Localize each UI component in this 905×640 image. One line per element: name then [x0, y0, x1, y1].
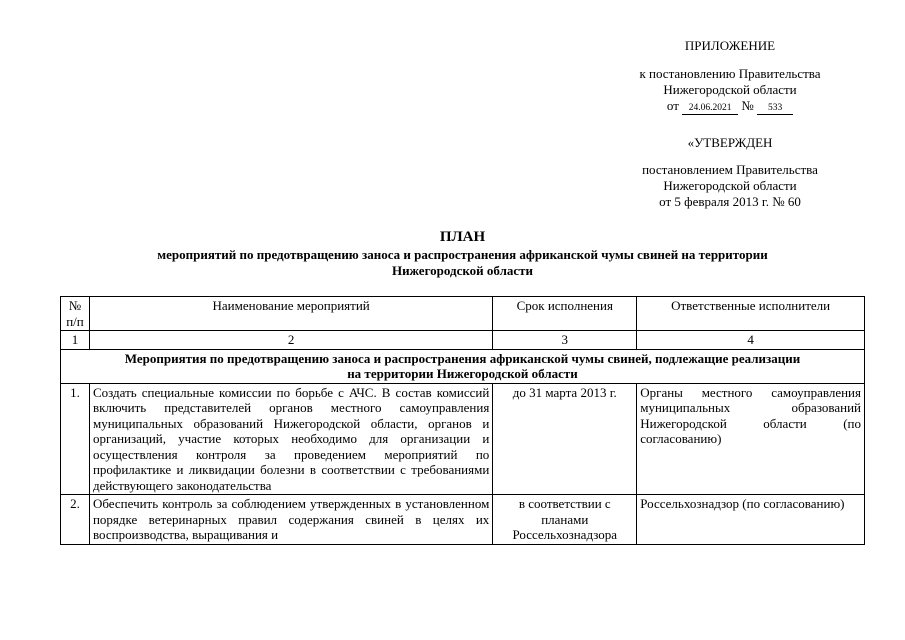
header-line-1: к постановлению Правительства: [639, 66, 821, 81]
section-heading: Мероприятия по предотвращению заноса и распространения африканской чумы свиней, подлежащие реализации на территории Нижегородской области: [61, 349, 865, 383]
measures-table: [60, 296, 865, 545]
approved-line-2: Нижегородской области: [663, 178, 797, 193]
column-number-row: [61, 331, 865, 350]
col-number-2: 2: [89, 331, 492, 350]
header-deadline: Срок исполнения: [493, 297, 637, 331]
plan-subtitle-1: мероприятий по предотвращению заноса и распространения африканской чумы свиней на территории: [157, 247, 768, 262]
section-row: [61, 349, 865, 383]
appendix-label: ПРИЛОЖЕНИЕ: [684, 38, 776, 53]
row-measure: Обеспечить контроль за соблюдением утвержденных в установленном порядке ветеринарных правил содержания свиней в целях их воспроизводства, выращивания и: [89, 495, 492, 545]
date-prefix: от: [666, 98, 679, 113]
col-number-3: 3: [493, 331, 637, 350]
header-name: Наименование мероприятий: [89, 297, 492, 331]
header-line-2: Нижегородской области: [663, 82, 797, 97]
table-row: [61, 383, 865, 495]
approved-label: «УТВЕРЖДЕН: [687, 135, 773, 150]
row-number: 1.: [61, 383, 90, 495]
row-deadline: в соответствии с планами Россельхознадзора: [493, 495, 637, 545]
table-row: [61, 495, 865, 545]
header-date-line: [600, 98, 860, 115]
header-num: № п/п: [61, 297, 90, 331]
row-deadline: до 31 марта 2013 г.: [493, 383, 637, 495]
table-header-row: [61, 297, 865, 331]
row-responsible: Россельхознадзор (по согласованию): [637, 495, 865, 545]
approved-line-3: от 5 февраля 2013 г. № 60: [659, 194, 801, 209]
decree-number: 533: [757, 103, 793, 115]
plan-title: ПЛАН: [439, 229, 486, 245]
col-number-4: 4: [637, 331, 865, 350]
header-responsible: Ответственные исполнители: [637, 297, 865, 331]
number-sign: №: [741, 98, 754, 113]
col-number-1: 1: [61, 331, 90, 350]
plan-subtitle-2: Нижегородской области: [391, 263, 534, 278]
row-responsible: Органы местного самоуправления муниципальных образований Нижегородской области (по согласованию): [637, 383, 865, 495]
decree-date: 24.06.2021: [682, 103, 738, 115]
row-number: 2.: [61, 495, 90, 545]
row-measure: Создать специальные комиссии по борьбе с АЧС. В состав комиссий включить представителей органов местного самоуправления муниципальных образований Нижегородской области, органов и организаций, участие которых необходимо для организации и осуществления контроля за проведением мероприятий по профилактике и ликвидации болезни в соответствии с требованиями действующего законодательства: [89, 383, 492, 495]
approved-line-1: постановлением Правительства: [642, 162, 818, 177]
